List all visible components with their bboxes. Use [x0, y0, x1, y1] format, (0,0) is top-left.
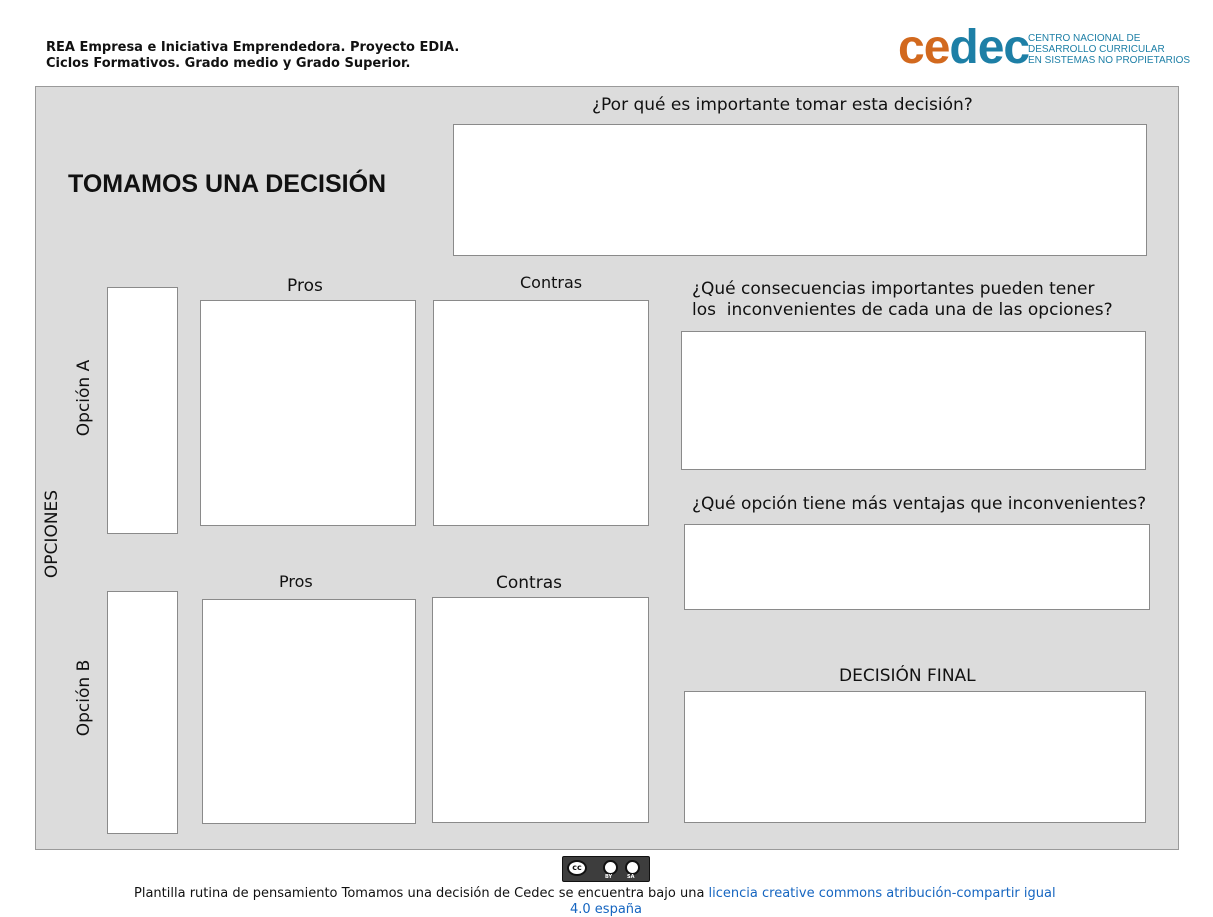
logo-dec: dec	[949, 21, 1030, 74]
question-consequences-line2: los inconvenientes de cada una de las opciones?	[692, 300, 1113, 320]
page-title: TOMAMOS UNA DECISIÓN	[68, 170, 387, 198]
cedec-logo	[898, 22, 1029, 74]
badge-sa-text: SA	[627, 874, 635, 880]
question-consequences-line1: ¿Qué consecuencias importantes pueden tener	[692, 279, 1095, 299]
pros-a-box[interactable]	[200, 300, 416, 526]
question-importance-label: ¿Por qué es importante tomar esta decisión?	[592, 95, 973, 115]
consequences-answer-box[interactable]	[681, 331, 1146, 470]
contras-b-label: Contras	[496, 573, 562, 593]
logo-subtitle	[1028, 33, 1190, 66]
cc-by-sa-icon[interactable]	[562, 856, 650, 882]
pros-a-label: Pros	[287, 276, 323, 296]
advantages-answer-box[interactable]	[684, 524, 1150, 610]
logo-sub-line1: CENTRO NACIONAL DE	[1028, 33, 1141, 44]
license-link[interactable]: licencia creative commons atribución-compartir igual	[708, 886, 1056, 901]
question-advantages-label: ¿Qué opción tiene más ventajas que inconvenientes?	[692, 494, 1147, 514]
badge-by-text: BY	[605, 874, 613, 880]
cc-icon: cc	[567, 860, 587, 876]
pros-b-box[interactable]	[202, 599, 416, 824]
license-text: Plantilla rutina de pensamiento Tomamos una decisión de Cedec se encuentra bajo una	[134, 886, 709, 901]
option-b-box[interactable]	[107, 591, 178, 834]
option-a-label: Opción A	[74, 359, 94, 437]
option-b-label: Opción B	[74, 659, 94, 737]
option-a-box[interactable]	[107, 287, 178, 534]
question-consequences-label	[692, 279, 1113, 321]
final-decision-label: DECISIÓN FINAL	[839, 666, 976, 686]
options-label: OPCIONES	[42, 489, 62, 579]
logo-ce: ce	[898, 21, 950, 74]
contras-a-label: Contras	[520, 273, 583, 292]
license-footer	[134, 886, 1056, 901]
license-link-line2[interactable]: 4.0 españa	[570, 902, 643, 917]
sa-icon	[625, 860, 640, 875]
logo-sub-line3: EN SISTEMAS NO PROPIETARIOS	[1028, 55, 1191, 66]
header-cycle-line: Ciclos Formativos. Grado medio y Grado Superior.	[46, 56, 411, 71]
final-decision-box[interactable]	[684, 691, 1146, 823]
by-icon	[603, 860, 618, 875]
importance-answer-box[interactable]	[453, 124, 1147, 256]
header-project-line: REA Empresa e Iniciativa Emprendedora. Proyecto EDIA.	[46, 40, 460, 55]
pros-b-label: Pros	[279, 572, 313, 591]
contras-a-box[interactable]	[433, 300, 649, 526]
contras-b-box[interactable]	[432, 597, 649, 823]
logo-sub-line2: DESARROLLO CURRICULAR	[1028, 44, 1165, 55]
